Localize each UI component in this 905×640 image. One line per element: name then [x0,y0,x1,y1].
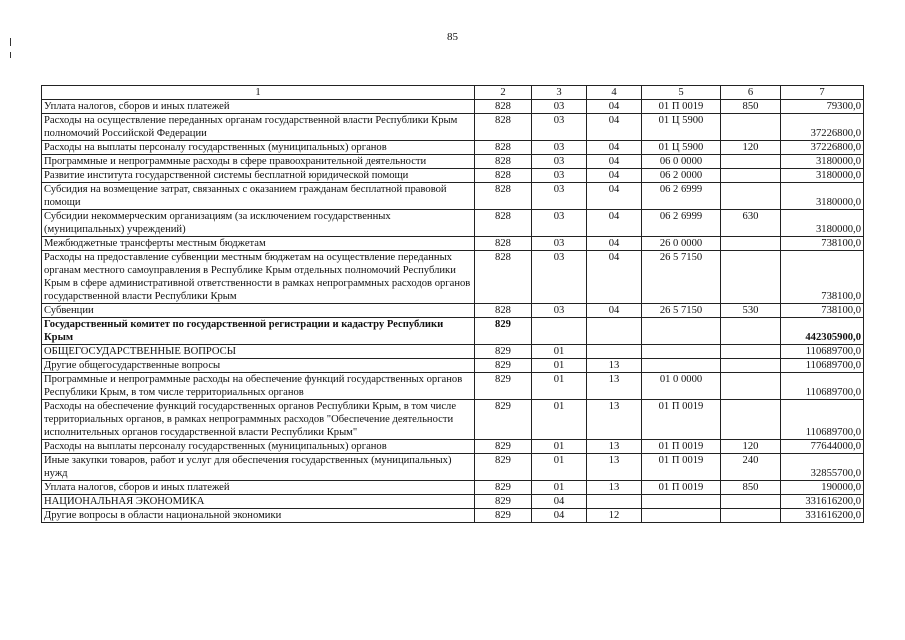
row-pr-code: 13 [587,454,642,481]
row-vr-code: 120 [721,141,781,155]
row-vr-code [721,155,781,169]
row-rz-code: 03 [532,100,587,114]
row-amount: 738100,0 [781,304,864,318]
row-cs-code: 01 П 0019 [642,100,721,114]
table-row [42,251,864,304]
row-pr-code: 04 [587,100,642,114]
table-row [42,155,864,169]
header-cell: 3 [532,86,587,100]
row-amount: 37226800,0 [781,141,864,155]
row-name: Другие общегосударственные вопросы [42,359,475,373]
row-vr-code: 850 [721,481,781,495]
row-pr-code: 13 [587,359,642,373]
row-amount: 738100,0 [781,237,864,251]
row-pr-code: 04 [587,304,642,318]
budget-table [41,85,864,523]
margin-mark-middle [10,52,11,58]
row-cs-code: 06 2 6999 [642,210,721,237]
table-header-row [42,86,864,100]
row-amount: 331616200,0 [781,495,864,509]
row-name: НАЦИОНАЛЬНАЯ ЭКОНОМИКА [42,495,475,509]
row-name: Расходы на предоставление субвенции местным бюджетам на осуществление переданных органам местного самоуправления в Республике Крым отдельных полномочий Республики Крым в сфере административной ответственности в рамках непрограммных расходов органов государственной власти Республики Крым [42,251,475,304]
row-cs-code [642,495,721,509]
row-pr-code: 04 [587,183,642,210]
row-cs-code: 26 5 7150 [642,251,721,304]
row-name: Иные закупки товаров, работ и услуг для обеспечения государственных (муниципальных) нужд [42,454,475,481]
row-name: Уплата налогов, сборов и иных платежей [42,481,475,495]
table-row [42,304,864,318]
row-vr-code [721,345,781,359]
row-cs-code [642,318,721,345]
row-gr-code: 829 [475,400,532,440]
row-name: Программные и непрограммные расходы в сфере правоохранительной деятельности [42,155,475,169]
row-vr-code: 240 [721,454,781,481]
header-cell: 1 [42,86,475,100]
row-pr-code: 04 [587,155,642,169]
header-cell: 4 [587,86,642,100]
row-name: Межбюджетные трансферты местным бюджетам [42,237,475,251]
row-name: Расходы на осуществление переданных органам государственной власти Республики Крым полномочий Российской Федерации [42,114,475,141]
row-cs-code [642,509,721,523]
row-rz-code: 03 [532,304,587,318]
row-cs-code: 26 0 0000 [642,237,721,251]
table-row [42,359,864,373]
row-rz-code: 04 [532,509,587,523]
row-amount: 3180000,0 [781,210,864,237]
row-vr-code [721,318,781,345]
row-amount: 331616200,0 [781,509,864,523]
row-gr-code: 829 [475,509,532,523]
row-cs-code: 01 П 0019 [642,440,721,454]
row-amount: 110689700,0 [781,345,864,359]
row-gr-code: 828 [475,100,532,114]
row-gr-code: 829 [475,440,532,454]
row-vr-code: 120 [721,440,781,454]
row-amount: 190000,0 [781,481,864,495]
row-vr-code [721,169,781,183]
row-cs-code: 06 0 0000 [642,155,721,169]
row-gr-code: 828 [475,183,532,210]
table-row [42,509,864,523]
row-cs-code: 01 0 0000 [642,373,721,400]
row-name: Развитие института государственной системы бесплатной юридической помощи [42,169,475,183]
table-row [42,454,864,481]
row-pr-code [587,345,642,359]
row-cs-code: 01 Ц 5900 [642,141,721,155]
row-gr-code: 829 [475,359,532,373]
row-rz-code: 01 [532,440,587,454]
row-amount: 110689700,0 [781,400,864,440]
table-row [42,440,864,454]
row-pr-code: 04 [587,210,642,237]
row-name: Расходы на выплаты персоналу государственных (муниципальных) органов [42,440,475,454]
row-amount: 3180000,0 [781,169,864,183]
row-amount: 79300,0 [781,100,864,114]
row-rz-code: 03 [532,210,587,237]
row-gr-code: 828 [475,251,532,304]
table-row [42,495,864,509]
row-pr-code: 04 [587,237,642,251]
row-name: Расходы на выплаты персоналу государственных (муниципальных) органов [42,141,475,155]
row-cs-code: 01 П 0019 [642,400,721,440]
row-rz-code: 03 [532,155,587,169]
row-gr-code: 829 [475,373,532,400]
row-gr-code: 829 [475,495,532,509]
row-gr-code: 828 [475,304,532,318]
row-rz-code: 03 [532,141,587,155]
row-vr-code [721,400,781,440]
row-pr-code: 04 [587,141,642,155]
table-row [42,183,864,210]
row-name: Субвенции [42,304,475,318]
page-number: 85 [447,31,458,43]
row-name: Субсидии некоммерческим организациям (за исключением государственных (муниципальных) учреждений) [42,210,475,237]
row-vr-code: 630 [721,210,781,237]
row-rz-code: 01 [532,454,587,481]
row-pr-code: 04 [587,114,642,141]
row-cs-code: 26 5 7150 [642,304,721,318]
row-gr-code: 829 [475,345,532,359]
row-pr-code: 12 [587,509,642,523]
row-amount: 110689700,0 [781,359,864,373]
row-name: Программные и непрограммные расходы на обеспечение функций государственных органов Республики Крым, в том числе территориальных органов [42,373,475,400]
margin-mark-top [10,38,11,46]
row-pr-code: 13 [587,373,642,400]
row-pr-code: 13 [587,400,642,440]
row-rz-code: 03 [532,251,587,304]
row-gr-code: 828 [475,169,532,183]
row-gr-code: 829 [475,454,532,481]
row-vr-code [721,359,781,373]
table-body [42,86,864,523]
row-gr-code: 828 [475,237,532,251]
row-amount: 37226800,0 [781,114,864,141]
row-cs-code [642,359,721,373]
row-gr-code: 828 [475,155,532,169]
row-cs-code: 01 П 0019 [642,481,721,495]
row-name: ОБЩЕГОСУДАРСТВЕННЫЕ ВОПРОСЫ [42,345,475,359]
row-gr-code: 829 [475,481,532,495]
row-rz-code: 03 [532,169,587,183]
table-row [42,114,864,141]
header-cell: 6 [721,86,781,100]
row-cs-code [642,345,721,359]
row-vr-code [721,114,781,141]
row-gr-code: 828 [475,114,532,141]
row-vr-code [721,373,781,400]
row-rz-code: 01 [532,359,587,373]
row-name: Другие вопросы в области национальной экономики [42,509,475,523]
table-row [42,400,864,440]
row-pr-code [587,495,642,509]
row-pr-code: 04 [587,251,642,304]
row-rz-code: 03 [532,183,587,210]
row-pr-code: 13 [587,440,642,454]
table-row [42,169,864,183]
row-vr-code [721,251,781,304]
table-row [42,481,864,495]
row-gr-code: 829 [475,318,532,345]
table-row [42,318,864,345]
row-amount: 442305900,0 [781,318,864,345]
table-row [42,141,864,155]
row-rz-code: 01 [532,345,587,359]
row-cs-code: 06 2 0000 [642,169,721,183]
row-rz-code: 01 [532,481,587,495]
row-amount: 738100,0 [781,251,864,304]
row-gr-code: 828 [475,210,532,237]
table-row [42,373,864,400]
row-name: Государственный комитет по государственной регистрации и кадастру Республики Крым [42,318,475,345]
row-vr-code [721,237,781,251]
table-row [42,210,864,237]
header-cell: 5 [642,86,721,100]
row-vr-code: 850 [721,100,781,114]
row-rz-code: 03 [532,237,587,251]
table-row [42,345,864,359]
header-cell: 2 [475,86,532,100]
row-cs-code: 01 П 0019 [642,454,721,481]
row-name: Субсидия на возмещение затрат, связанных с оказанием гражданам бесплатной правовой помощи [42,183,475,210]
row-rz-code: 01 [532,400,587,440]
row-amount: 77644000,0 [781,440,864,454]
table-row [42,100,864,114]
row-gr-code: 828 [475,141,532,155]
row-rz-code [532,318,587,345]
row-vr-code [721,495,781,509]
row-vr-code [721,183,781,210]
row-rz-code: 01 [532,373,587,400]
table-row [42,237,864,251]
row-rz-code: 03 [532,114,587,141]
row-vr-code: 530 [721,304,781,318]
row-cs-code: 06 2 6999 [642,183,721,210]
row-cs-code: 01 Ц 5900 [642,114,721,141]
row-pr-code: 13 [587,481,642,495]
row-amount: 3180000,0 [781,155,864,169]
row-amount: 110689700,0 [781,373,864,400]
row-pr-code: 04 [587,169,642,183]
row-amount: 3180000,0 [781,183,864,210]
row-rz-code: 04 [532,495,587,509]
row-amount: 32855700,0 [781,454,864,481]
header-cell: 7 [781,86,864,100]
row-vr-code [721,509,781,523]
row-pr-code [587,318,642,345]
row-name: Уплата налогов, сборов и иных платежей [42,100,475,114]
row-name: Расходы на обеспечение функций государственных органов Республики Крым, в том числе территориальных органов, в рамках непрограммных расходов "Обеспечение деятельности исполнительных органов государственной власти Республики Крым" [42,400,475,440]
